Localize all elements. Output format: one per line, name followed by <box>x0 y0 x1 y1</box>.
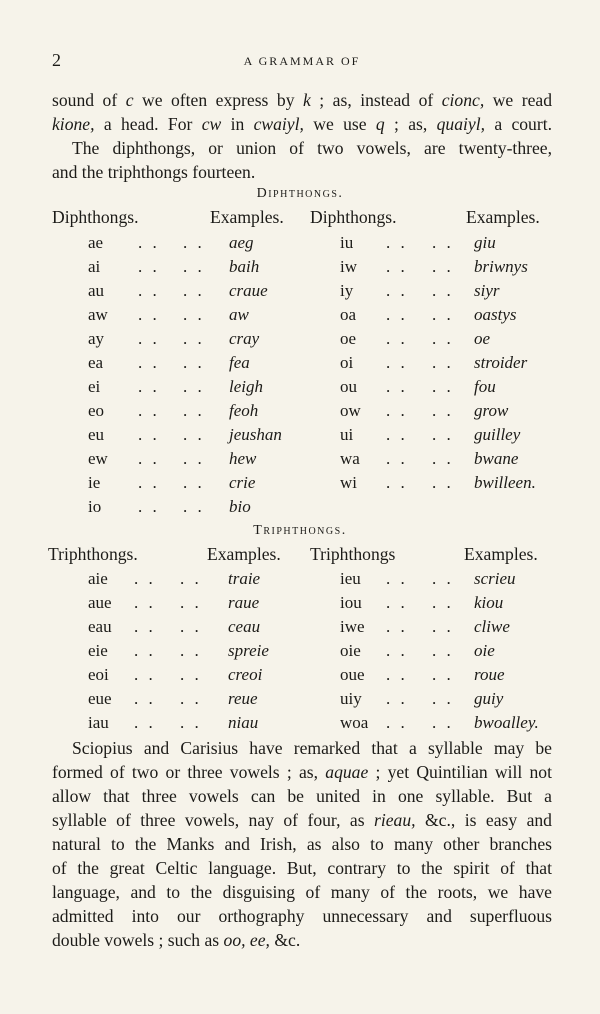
diph-left-entry: ai <box>88 257 101 276</box>
dot-leader: . . <box>138 449 160 468</box>
triph-left-entry: iau <box>88 713 109 732</box>
diph-left-entry: ea <box>88 353 104 372</box>
dot-leader: . . <box>134 713 156 732</box>
running-title: A GRAMMAR OF <box>243 54 361 68</box>
diph-left-entry: ei <box>88 377 101 396</box>
diph-right-entry: wa <box>340 449 360 468</box>
dot-leader: . . <box>138 353 160 372</box>
diph-right-example: fou <box>474 377 496 396</box>
dot-leader: . . <box>386 233 408 252</box>
dot-leader: . . <box>138 377 160 396</box>
dot-leader: . . <box>138 305 160 324</box>
closing-line-1: Sciopius and Carisius have remarked that a syllable may be <box>72 738 552 758</box>
dot-leader: . . <box>180 641 202 660</box>
triph-header-2: Examples. <box>207 544 281 564</box>
dot-leader: . . <box>134 617 156 636</box>
diph-row <box>0 473 600 497</box>
triph-left-entry: eoi <box>88 665 109 684</box>
dot-leader: . . <box>183 449 205 468</box>
diph-left-entry: aw <box>88 305 108 324</box>
diph-row <box>0 305 600 329</box>
triph-right-example: guiy <box>474 689 504 708</box>
closing-line-9: double vowels ; such as oo, ee, &c. <box>52 930 301 950</box>
closing-line-7: language, and to the disguising of many of the roots, we have <box>52 882 552 902</box>
dot-leader: . . <box>386 425 408 444</box>
triph-right-entry: uiy <box>340 689 362 708</box>
triph-right-entry: woa <box>340 713 369 732</box>
diph-row <box>0 425 600 449</box>
dot-leader: . . <box>432 593 454 612</box>
diph-right-example: bwane <box>474 449 519 468</box>
dot-leader: . . <box>386 593 408 612</box>
diph-left-entry: ie <box>88 473 101 492</box>
diph-header-4: Examples. <box>466 207 540 227</box>
triph-left-example: traie <box>228 569 261 588</box>
triph-right-example: kiou <box>474 593 504 612</box>
dot-leader: . . <box>432 425 454 444</box>
dot-leader: . . <box>138 233 160 252</box>
diph-left-example: baih <box>229 257 260 276</box>
dot-leader: . . <box>432 641 454 660</box>
triph-left-example: reue <box>228 689 258 708</box>
diph-right-entry: oi <box>340 353 354 372</box>
diph-left-entry: eu <box>88 425 105 444</box>
triph-left-example: creoi <box>228 665 263 684</box>
dot-leader: . . <box>138 281 160 300</box>
dot-leader: . . <box>432 377 454 396</box>
triph-left-entry: eau <box>88 617 112 636</box>
intro-paragraph <box>52 88 552 184</box>
diph-left-example: feoh <box>229 401 259 420</box>
diphthongs-title: Diphthongs. <box>256 186 344 201</box>
diph-right-entry: iw <box>340 257 357 276</box>
diph-left-example: bio <box>229 497 251 516</box>
dot-leader: . . <box>180 593 202 612</box>
dot-leader: . . <box>180 569 202 588</box>
dot-leader: . . <box>180 665 202 684</box>
diph-row <box>0 497 600 521</box>
dot-leader: . . <box>432 569 454 588</box>
dot-leader: . . <box>386 377 408 396</box>
triph-right-entry: ieu <box>340 569 361 588</box>
diph-right-entry: ui <box>340 425 354 444</box>
dot-leader: . . <box>138 497 160 516</box>
dot-leader: . . <box>386 353 408 372</box>
triph-left-entry: aue <box>88 593 112 612</box>
triph-right-entry: oue <box>340 665 365 684</box>
dot-leader: . . <box>432 281 454 300</box>
dot-leader: . . <box>432 329 454 348</box>
dot-leader: . . <box>386 329 408 348</box>
diph-left-example: aw <box>229 305 249 324</box>
diph-right-entry: ou <box>340 377 357 396</box>
diph-left-example: aeg <box>229 233 254 252</box>
diph-row <box>0 377 600 401</box>
dot-leader: . . <box>432 353 454 372</box>
page-number: 2 <box>52 50 61 70</box>
dot-leader: . . <box>180 689 202 708</box>
closing-line-2: formed of two or three vowels ; as, aquae ; yet Quintilian will not <box>52 762 552 782</box>
triph-left-example: niau <box>228 713 259 732</box>
closing-line-5: natural to the Manks and Irish, as also to many other branches <box>52 834 552 854</box>
dot-leader: . . <box>386 473 408 492</box>
dot-leader: . . <box>386 401 408 420</box>
dot-leader: . . <box>183 377 205 396</box>
dot-leader: . . <box>432 233 454 252</box>
closing-line-4: syllable of three vowels, nay of four, as rieau, &c., is easy and <box>52 810 552 830</box>
triph-left-example: ceau <box>228 617 261 636</box>
triph-header-1: Triphthongs. <box>48 544 138 564</box>
diph-right-entry: ow <box>340 401 361 420</box>
dot-leader: . . <box>138 401 160 420</box>
triph-right-entry: iou <box>340 593 362 612</box>
diph-row <box>0 257 600 281</box>
dot-leader: . . <box>432 473 454 492</box>
diph-right-example: siyr <box>474 281 500 300</box>
dot-leader: . . <box>134 689 156 708</box>
dot-leader: . . <box>183 281 205 300</box>
diph-left-entry: au <box>88 281 105 300</box>
triph-row <box>0 713 600 737</box>
diph-left-entry: eo <box>88 401 105 420</box>
diph-right-example: stroider <box>474 353 528 372</box>
closing-line-8: admitted into our orthography unnecessary and superfluous <box>52 906 552 926</box>
dot-leader: . . <box>183 233 205 252</box>
dot-leader: . . <box>138 425 160 444</box>
intro-line-1: sound of c we often express by k ; as, instead of cionc, we read <box>52 90 552 110</box>
diph-row <box>0 353 600 377</box>
diph-left-example: hew <box>229 449 257 468</box>
dot-leader: . . <box>386 617 408 636</box>
dot-leader: . . <box>432 689 454 708</box>
triph-row <box>0 641 600 665</box>
diph-left-entry: ae <box>88 233 104 252</box>
diph-left-example: craue <box>229 281 268 300</box>
diph-right-example: oe <box>474 329 491 348</box>
dot-leader: . . <box>183 497 205 516</box>
diph-right-example: bwilleen. <box>474 473 536 492</box>
diph-left-example: cray <box>229 329 260 348</box>
page-header <box>52 50 552 74</box>
closing-line-6: of the great Celtic language. But, contrary to the spirit of that <box>52 858 552 878</box>
diph-right-entry: iy <box>340 281 354 300</box>
dot-leader: . . <box>432 257 454 276</box>
diph-header-3: Diphthongs. <box>310 207 397 227</box>
dot-leader: . . <box>386 305 408 324</box>
dot-leader: . . <box>432 401 454 420</box>
diph-right-entry: wi <box>340 473 357 492</box>
dot-leader: . . <box>183 257 205 276</box>
intro-line-3: The diphthongs, or union of two vowels, are twenty-three, <box>72 138 552 158</box>
triph-row <box>0 569 600 593</box>
dot-leader: . . <box>386 641 408 660</box>
triph-row <box>0 665 600 689</box>
dot-leader: . . <box>386 281 408 300</box>
triph-right-example: roue <box>474 665 505 684</box>
diph-left-entry: ew <box>88 449 108 468</box>
triph-right-entry: oie <box>340 641 361 660</box>
dot-leader: . . <box>432 713 454 732</box>
diph-right-entry: iu <box>340 233 354 252</box>
triph-header-3: Triphthongs <box>310 544 396 564</box>
triph-left-example: raue <box>228 593 260 612</box>
intro-line-2: kione, a head. For cw in cwaiyl, we use q ; as, quaiyl, a court. <box>52 114 552 134</box>
triph-row <box>0 617 600 641</box>
diph-left-example: crie <box>229 473 256 492</box>
dot-leader: . . <box>183 329 205 348</box>
diph-row <box>0 281 600 305</box>
diph-right-example: briwnys <box>474 257 528 276</box>
diph-row <box>0 329 600 353</box>
dot-leader: . . <box>386 689 408 708</box>
diph-left-example: leigh <box>229 377 263 396</box>
triphthongs-title: Triphthongs. <box>253 523 347 538</box>
dot-leader: . . <box>432 305 454 324</box>
triph-header-4: Examples. <box>464 544 538 564</box>
intro-line-4: and the triphthongs fourteen. <box>52 162 256 182</box>
dot-leader: . . <box>180 713 202 732</box>
diph-header-2: Examples. <box>210 207 284 227</box>
dot-leader: . . <box>386 257 408 276</box>
dot-leader: . . <box>183 401 205 420</box>
dot-leader: . . <box>183 473 205 492</box>
dot-leader: . . <box>386 449 408 468</box>
dot-leader: . . <box>183 353 205 372</box>
triph-left-entry: eue <box>88 689 112 708</box>
dot-leader: . . <box>432 617 454 636</box>
dot-leader: . . <box>432 449 454 468</box>
diph-left-example: jeushan <box>229 425 282 444</box>
dot-leader: . . <box>138 257 160 276</box>
diph-row <box>0 233 600 257</box>
dot-leader: . . <box>183 305 205 324</box>
diph-left-entry: ay <box>88 329 105 348</box>
dot-leader: . . <box>134 569 156 588</box>
dot-leader: . . <box>386 665 408 684</box>
triph-left-entry: aie <box>88 569 108 588</box>
dot-leader: . . <box>138 473 160 492</box>
triph-row <box>0 593 600 617</box>
diph-row <box>0 401 600 425</box>
triph-right-example: oie <box>474 641 495 660</box>
triph-left-entry: eie <box>88 641 108 660</box>
dot-leader: . . <box>180 617 202 636</box>
diph-left-example: fea <box>229 353 250 372</box>
dot-leader: . . <box>432 665 454 684</box>
triph-left-example: spreie <box>228 641 269 660</box>
diph-right-example: guilley <box>474 425 521 444</box>
closing-line-3: allow that three vowels can be united in one syllable. But a <box>52 786 552 806</box>
triph-row <box>0 689 600 713</box>
diph-right-entry: oa <box>340 305 357 324</box>
dot-leader: . . <box>183 425 205 444</box>
dot-leader: . . <box>386 713 408 732</box>
dot-leader: . . <box>386 569 408 588</box>
diph-right-example: giu <box>474 233 496 252</box>
triph-right-example: bwoalley. <box>474 713 539 732</box>
dot-leader: . . <box>138 329 160 348</box>
triph-right-example: cliwe <box>474 617 510 636</box>
diph-left-entry: io <box>88 497 102 516</box>
triph-right-example: scrieu <box>474 569 516 588</box>
dot-leader: . . <box>134 593 156 612</box>
dot-leader: . . <box>134 665 156 684</box>
diph-right-example: grow <box>474 401 509 420</box>
diph-right-entry: oe <box>340 329 357 348</box>
diph-header-1: Diphthongs. <box>52 207 139 227</box>
dot-leader: . . <box>134 641 156 660</box>
diph-row <box>0 449 600 473</box>
diph-right-example: oastys <box>474 305 517 324</box>
closing-paragraph <box>52 736 552 952</box>
triph-right-entry: iwe <box>340 617 365 636</box>
